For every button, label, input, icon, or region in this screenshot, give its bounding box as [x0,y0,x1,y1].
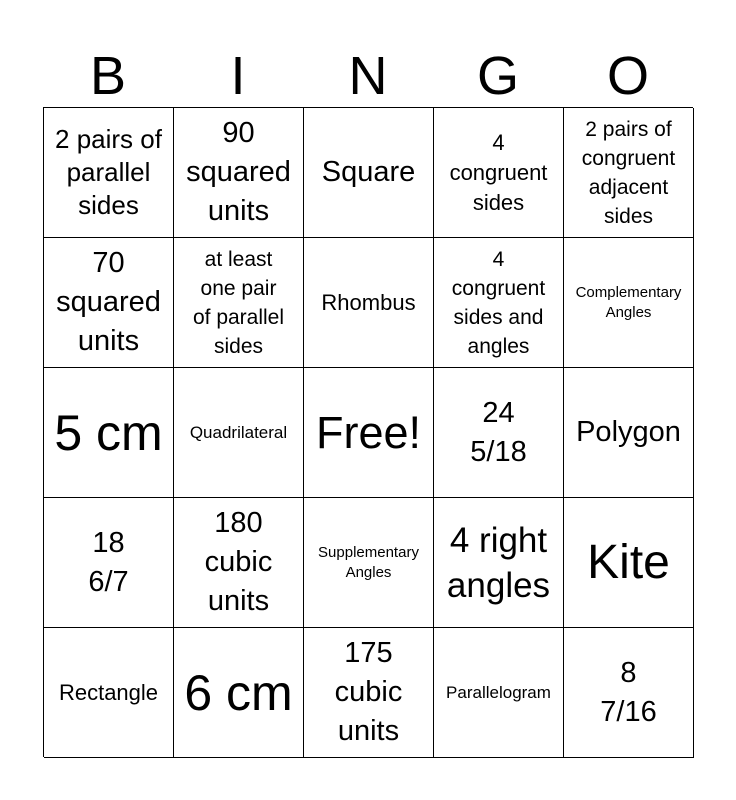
cell-text: 4 congruent sides [449,129,548,215]
bingo-header [43,46,693,106]
cell-text: Quadrilateral [189,423,288,442]
bingo-cell[interactable] [174,368,304,498]
cell-text: Square [321,156,416,188]
cell-text: 180 cubic units [204,507,273,617]
header-letter-g: G [476,46,519,106]
free-space-cell[interactable] [304,368,434,498]
cell-text: 4 right angles [446,520,551,605]
cell-text: Parallelogram [446,683,551,702]
cell-text: 175 cubic units [334,637,403,747]
bingo-cell[interactable] [564,238,694,368]
bingo-cell[interactable] [44,628,174,758]
bingo-cell[interactable] [174,498,304,628]
bingo-cell[interactable] [434,628,564,758]
cell-text: Polygon [576,416,681,448]
cell-text: 90 squared units [186,117,291,227]
bingo-cell[interactable] [44,498,174,628]
bingo-cell[interactable] [564,628,694,758]
header-letter-i: I [230,46,246,106]
cell-text: 4 congruent sides and angles [451,247,546,358]
bingo-cell[interactable] [434,368,564,498]
cell-text: 6 cm [184,664,293,721]
bingo-cell[interactable] [434,498,564,628]
cell-text: at least one pair of parallel sides [192,247,285,358]
cell-text: 8 7/16 [600,656,657,728]
header-letter-b: B [89,46,127,106]
bingo-cell[interactable] [434,238,564,368]
cell-text: 18 6/7 [88,526,129,598]
bingo-cell[interactable] [44,238,174,368]
bingo-cell[interactable] [434,108,564,238]
bingo-cell[interactable] [44,108,174,238]
bingo-cell[interactable] [174,108,304,238]
bingo-cell[interactable] [174,628,304,758]
cell-text: 24 5/18 [470,396,527,468]
cell-text: Rectangle [58,679,159,705]
bingo-cell[interactable] [304,238,434,368]
bingo-cell[interactable] [564,498,694,628]
bingo-cell[interactable] [44,368,174,498]
cell-text: Complementary Angles [575,283,682,321]
header-letter-n: N [348,46,388,106]
header-letter-o: O [606,46,649,106]
cell-text: Rhombus [321,289,416,315]
cell-text: 2 pairs of congruent adjacent sides [581,117,676,228]
bingo-cell[interactable] [564,368,694,498]
free-space-text: Free! [315,406,422,458]
bingo-cell[interactable] [564,108,694,238]
bingo-grid [43,107,693,757]
bingo-cell[interactable] [174,238,304,368]
cell-text: Supplementary Angles [318,543,419,581]
cell-text: 5 cm [54,404,163,461]
bingo-cell[interactable] [304,108,434,238]
cell-text: 2 pairs of parallel sides [55,124,162,220]
bingo-cell[interactable] [304,628,434,758]
cell-text: Kite [587,535,670,589]
bingo-cell[interactable] [304,498,434,628]
cell-text: 70 squared units [56,247,161,357]
